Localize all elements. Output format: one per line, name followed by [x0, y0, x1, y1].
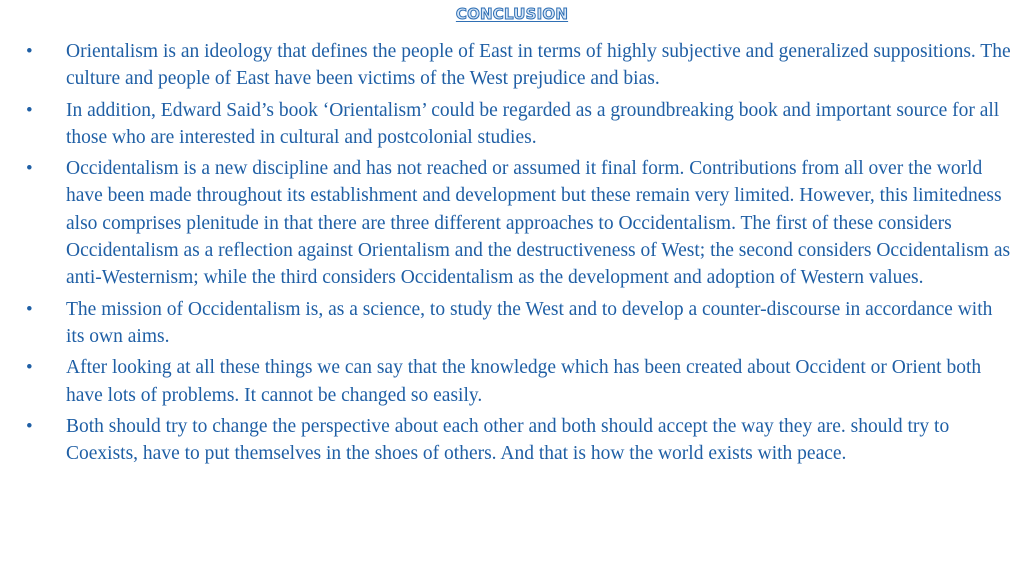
- bullet-icon: •: [26, 298, 33, 320]
- bullet-item-2: [22, 97, 1012, 152]
- bullet-item-3: [22, 155, 1012, 291]
- bullet-text: Orientalism is an ideology that defines the people of East in terms of highly subjective and generalized suppositions. The culture and people of East have been victims of the West prejudice and bias.: [66, 41, 1011, 90]
- bullet-icon: •: [26, 415, 33, 437]
- bullet-text: After looking at all these things we can say that the knowledge which has been created about Occident or Orient both have lots of problems. It cannot be changed so easily.: [66, 357, 982, 406]
- bullet-item-6: [22, 413, 1012, 468]
- bullet-text: In addition, Edward Said’s book ‘Orientalism’ could be regarded as a groundbreaking book and important source for all those who are interested in cultural and postcolonial studies.: [66, 99, 1000, 148]
- bullet-text: Both should try to change the perspective about each other and both should accept the way they are. should try to Coexists, have to put themselves in the shoes of others. And that is how the world exists with peace.: [66, 415, 950, 465]
- slide-title: CONCLUSION: [455, 5, 569, 23]
- bullet-item-1: [22, 38, 1012, 93]
- bullet-text: Occidentalism is a new discipline and has not reached or assumed it final form. Contributions from all over the world have been made throughout its establishment and development but these remain very limited. However, this limitedness also comprises plenitude in that there are three different approaches to Occidentalism. The first of these considers Occidentalism as a reflection against Orientalism and the destructiveness of West; the second considers Occidentalism as anti-Westernism; while the third considers Occidentalism as the development and adoption of Western values.: [66, 158, 1011, 289]
- bullet-icon: •: [26, 41, 33, 62]
- bullet-item-5: [22, 354, 1012, 409]
- bullet-text: The mission of Occidentalism is, as a science, to study the West and to develop a counter-discourse in accordance with its own aims.: [66, 298, 993, 347]
- bullet-icon: •: [26, 99, 33, 121]
- bullet-list: [22, 38, 1012, 471]
- bullet-icon: •: [26, 357, 33, 379]
- bullet-icon: •: [26, 158, 33, 180]
- bullet-item-4: [22, 296, 1012, 351]
